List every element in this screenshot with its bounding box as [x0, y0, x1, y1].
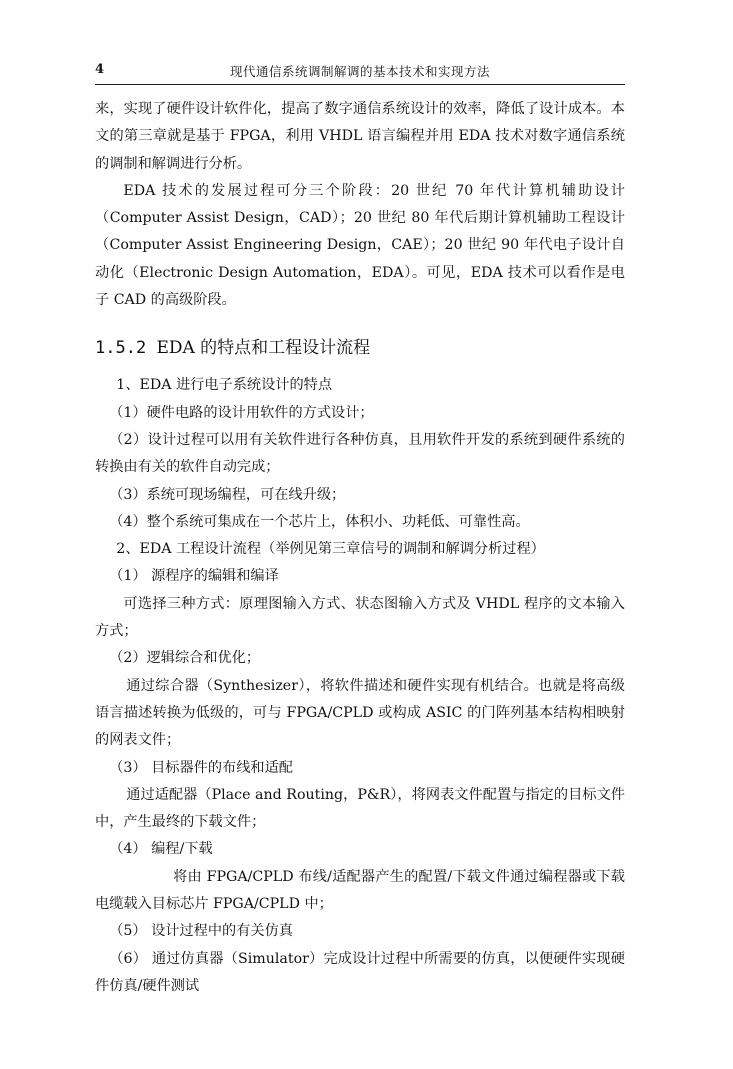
flow-step-3-text: 通过适配器（Place and Routing，P&R），将网表文件配置与指定的目标文件中，产生最终的下载文件； — [95, 786, 625, 831]
flow-step-1-text: 可选择三种方式：原理图输入方式、状态图输入方式及 VHDL 程序的文本输入方式； — [95, 595, 625, 640]
flow-step-6: （6） 通过仿真器（Simulator）完成设计过程中所需要的仿真，以便硬件实现硬件仿真/硬件测试 — [95, 950, 625, 994]
flow-step-4: （4） 编程/下载 — [109, 841, 213, 858]
page-number: 4 — [95, 62, 105, 77]
paragraph-eda-history: EDA 技术的发展过程可分三个阶段：20 世纪 70 年代计算机辅助设计（Computer Assist Design，CAD）；20 世纪 80 年代后期计算机辅助工程设计（Computer Assist Engineering Design，CAE）；20 世纪 90 年代电子设计自动化（Electronic Design Automation，EDA）。可见，EDA 技术可以看作是电子 CAD 的高级阶段。 — [95, 182, 625, 309]
flow-step-4-text: 将由 FPGA/CPLD 布线/适配器产生的配置/下载文件通过编程器或下载电缆载入目标芯片 FPGA/CPLD 中； — [95, 868, 625, 913]
header-rule — [95, 84, 625, 85]
running-title: 现代通信系统调制解调的基本技术和实现方法 — [229, 64, 490, 79]
list-title-features: 1、EDA 进行电子系统设计的特点 — [116, 377, 333, 394]
feature-item-3: （3）系统可现场编程，可在线升级； — [109, 486, 346, 503]
feature-item-2: （2）设计过程可以用有关软件进行各种仿真，且用软件开发的系统到硬件系统的转换由有关的软件自动完成； — [95, 431, 625, 476]
feature-item-1: （1）硬件电路的设计用软件的方式设计； — [109, 404, 374, 421]
document-body — [95, 96, 625, 1000]
feature-item-4: （4）整个系统可集成在一个芯片上，体积小、功耗低、可靠性高。 — [109, 513, 530, 530]
flow-step-2-text: 通过综合器（Synthesizer），将软件描述和硬件实现有机结合。也就是将高级语言描述转换为低级的，可与 FPGA/CPLD 或构成 ASIC 的门阵列基本结构相映射的网表文件； — [95, 677, 625, 749]
paragraph-intro: 来，实现了硬件设计软件化，提高了数字通信系统设计的效率，降低了设计成本。本文的第三章就是基于 FPGA，利用 VHDL 语言编程并用 EDA 技术对数字通信系统的调制和解调进行分析。 — [95, 101, 625, 172]
section-heading — [95, 334, 625, 362]
list-title-flow: 2、EDA 工程设计流程（举例见第三章信号的调制和解调分析过程） — [116, 541, 545, 558]
flow-step-2: （2）逻辑综合和优化； — [109, 650, 261, 667]
flow-step-5: （5） 设计过程中的有关仿真 — [109, 923, 293, 940]
flow-step-3: （3） 目标器件的布线和适配 — [109, 759, 293, 776]
section-title: EDA 的特点和工程设计流程 — [156, 338, 371, 359]
page-header — [95, 58, 625, 80]
flow-step-1: （1） 源程序的编辑和编译 — [109, 568, 279, 585]
section-number: 1.5.2 — [95, 338, 147, 359]
